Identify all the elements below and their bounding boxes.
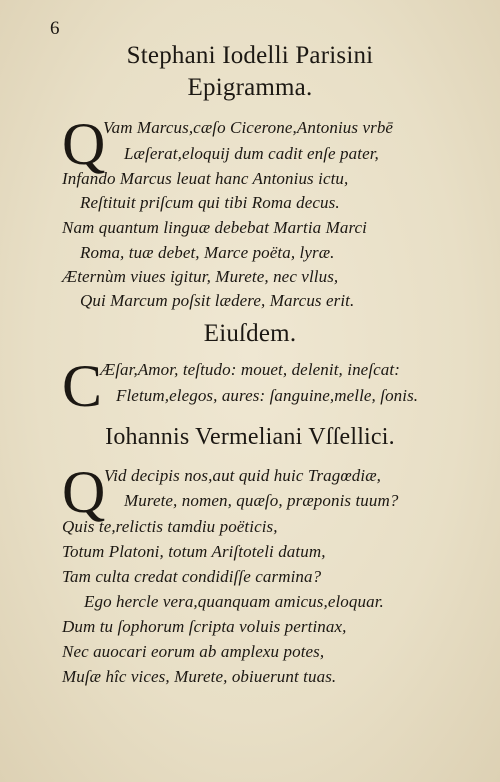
iohannis-line-4: Totum Platoni, totum Ariſtoteli datum, xyxy=(62,542,326,561)
eiusdem-line-1: Æſar,Amor, teſtudo: mouet, delenit, ineſcat: xyxy=(100,360,400,379)
iohannis-line-3: Quis te,relictis tamdiu poëticis, xyxy=(62,517,278,536)
epigramma-line-3: Infando Marcus leuat hanc Antonius ictu, xyxy=(62,169,349,188)
drop-cap-q-2: Q xyxy=(62,459,106,525)
eiusdem-heading: Eiuſdem. xyxy=(203,320,297,347)
title-genre: Epigramma. xyxy=(187,74,313,101)
epigramma-line-6: Roma, tuæ debet, Marce poëta, lyræ. xyxy=(80,243,335,262)
epigramma-line-7: Æternùm viues igitur, Murete, nec vllus, xyxy=(62,267,339,286)
epigramma-line-8: Qui Marcum poſsit lædere, Marcus erit. xyxy=(80,291,355,310)
iohannis-line-7: Dum tu ſophorum ſcripta voluis pertinax, xyxy=(62,617,347,636)
iohannis-line-8: Nec auocari eorum ab amplexu potes, xyxy=(62,642,325,661)
title-author: Stephani Iodelli Parisini xyxy=(126,42,374,69)
iohannis-line-9: Muſæ hîc vices, Murete, obiuerunt tuas. xyxy=(62,667,337,686)
eiusdem-line-2: Fletum,elegos, aures: ſanguine,melle, ſonis. xyxy=(116,386,419,405)
iohannis-line-2: Murete, nomen, quæſo, præponis tuum? xyxy=(124,491,399,510)
epigramma-line-1: Vam Marcus,cæſo Cicerone,Antonius vrbē xyxy=(103,118,394,137)
iohannis-line-1: Vid decipis nos,aut quid huic Tragœdiæ, xyxy=(104,466,382,485)
page-number: 6 xyxy=(50,18,60,39)
epigramma-line-5: Nam quantum linguæ debebat Martia Marci xyxy=(62,218,368,237)
iohannis-line-5: Tam culta credat condidiſſe carmina? xyxy=(62,567,322,586)
iohannis-line-6: Ego hercle vera,quanquam amicus,eloquar. xyxy=(84,592,384,611)
epigramma-line-2: Læſerat,eloquij dum cadit enſe pater, xyxy=(124,144,379,163)
drop-cap-q: Q xyxy=(62,111,106,177)
drop-cap-c: C xyxy=(62,353,103,419)
iohannis-heading: Iohannis Vermeliani Vſſellici. xyxy=(105,424,395,450)
epigramma-line-4: Reſtituit priſcum qui tibi Roma decus. xyxy=(80,193,340,212)
